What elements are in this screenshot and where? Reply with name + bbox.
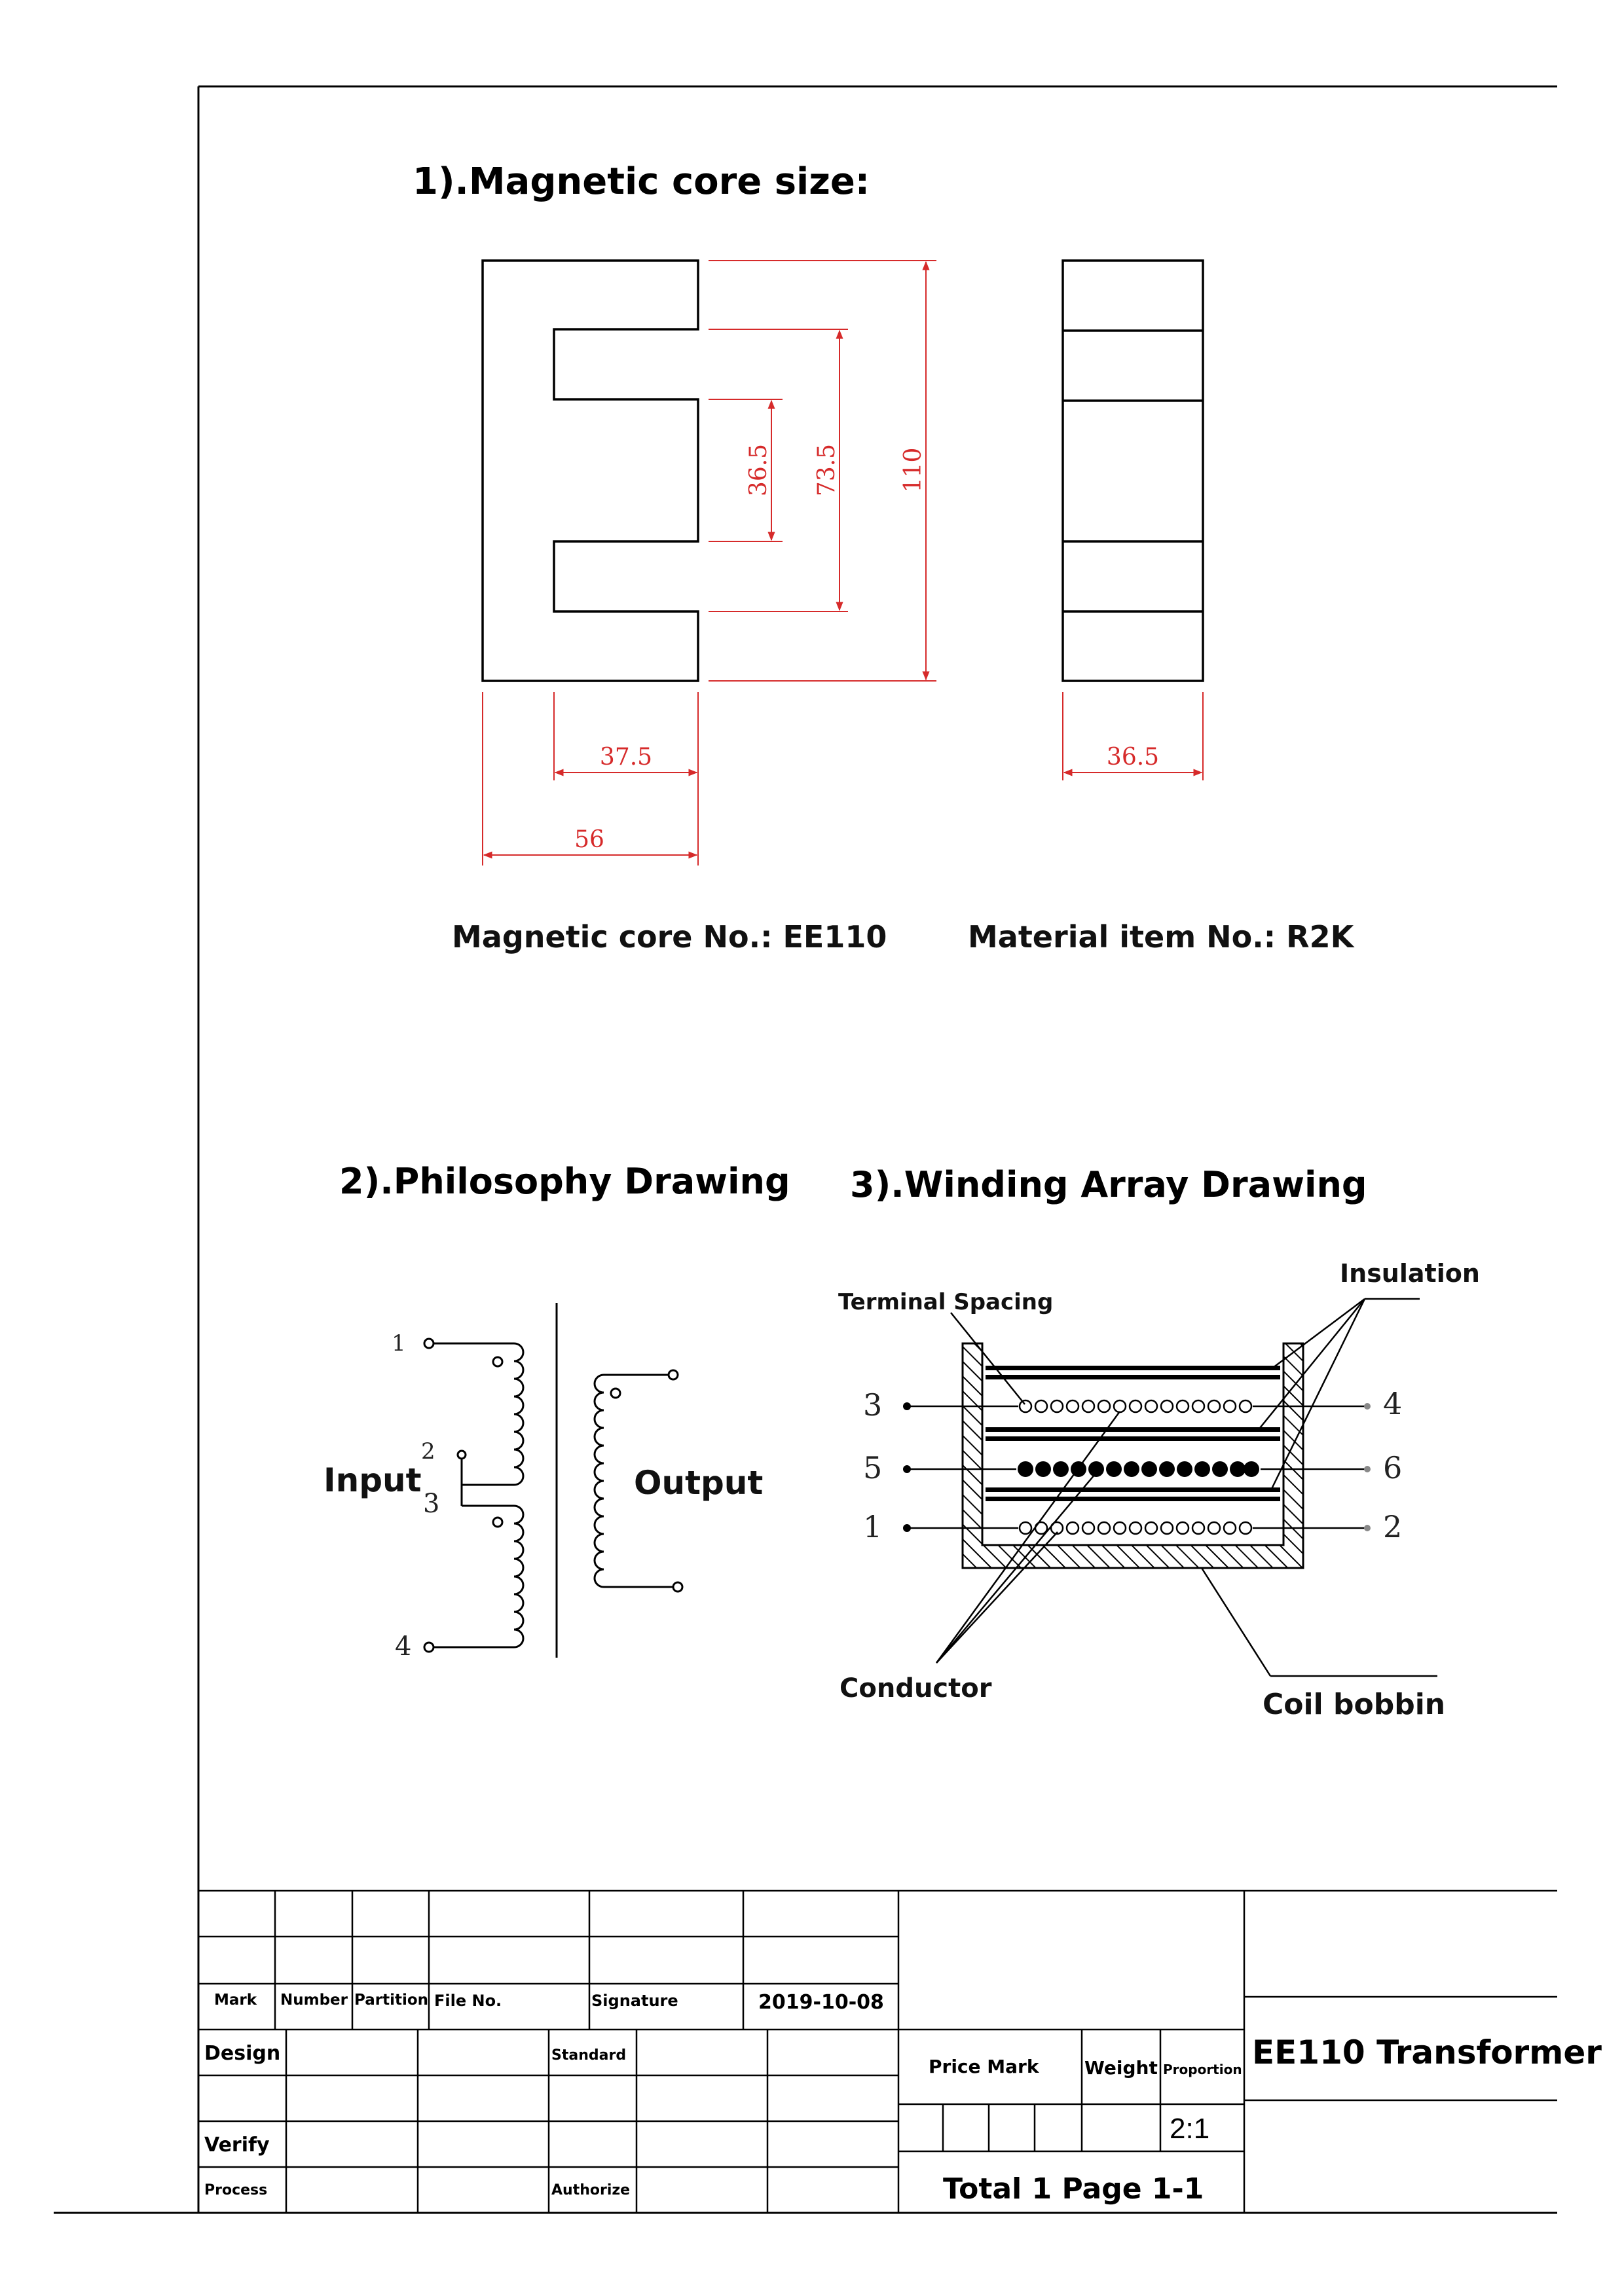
tb-number: Number bbox=[280, 1992, 348, 2009]
tb-proportion: Proportion bbox=[1163, 2062, 1242, 2077]
winding-pin-1: 1 bbox=[863, 1509, 883, 1544]
winding-pin-6: 6 bbox=[1383, 1450, 1403, 1485]
input-label: Input bbox=[323, 1461, 422, 1499]
section3-title: 3).Winding Array Drawing bbox=[850, 1164, 1367, 1205]
winding-pin-3: 3 bbox=[863, 1387, 883, 1423]
insulation-label: Insulation bbox=[1340, 1259, 1480, 1288]
output-label: Output bbox=[634, 1464, 764, 1502]
tb-authorize: Authorize bbox=[551, 2182, 631, 2198]
tb-partition: Partition bbox=[354, 1992, 429, 2009]
dim-window-height: 73.5 bbox=[813, 443, 840, 497]
dim-center-leg: 36.5 bbox=[745, 443, 772, 497]
winding-array-diagram bbox=[903, 1299, 1437, 1676]
dim-total-width: 56 bbox=[574, 826, 604, 853]
pin-label-2: 2 bbox=[421, 1438, 435, 1465]
coil-bobbin-label: Coil bobbin bbox=[1263, 1688, 1446, 1721]
dim-total-height: 110 bbox=[900, 447, 927, 493]
dim-window-depth: 37.5 bbox=[599, 744, 653, 771]
tb-weight: Weight bbox=[1084, 2057, 1158, 2079]
tb-scale: 2:1 bbox=[1170, 2113, 1210, 2145]
tb-signature: Signature bbox=[591, 1992, 678, 2010]
section1-title: 1).Magnetic core size: bbox=[413, 160, 870, 203]
tb-date: 2019-10-08 bbox=[758, 1991, 884, 2014]
dim-core-thickness: 36.5 bbox=[1106, 744, 1160, 771]
core-number-label: Magnetic core No.: EE110 bbox=[452, 919, 887, 955]
e-core-front-view bbox=[483, 261, 698, 681]
pin-label-3: 3 bbox=[423, 1489, 440, 1519]
winding-pin-4: 4 bbox=[1383, 1386, 1403, 1421]
section2-title: 2).Philosophy Drawing bbox=[339, 1161, 790, 1202]
pin-label-1: 1 bbox=[392, 1330, 406, 1357]
terminal-spacing-label: Terminal Spacing bbox=[838, 1289, 1054, 1315]
tb-design: Design bbox=[204, 2042, 281, 2065]
winding-pin-5: 5 bbox=[863, 1450, 883, 1485]
tb-verify: Verify bbox=[204, 2134, 270, 2157]
tb-mark: Mark bbox=[214, 1992, 257, 2009]
winding-pin-2: 2 bbox=[1383, 1509, 1403, 1544]
tb-file-no: File No. bbox=[434, 1992, 502, 2010]
tb-standard: Standard bbox=[551, 2047, 627, 2064]
tb-price-mark: Price Mark bbox=[929, 2056, 1039, 2077]
dimension-lines bbox=[483, 261, 1203, 866]
tb-total-pages: Total 1 Page 1-1 bbox=[943, 2172, 1204, 2206]
material-number-label: Material item No.: R2K bbox=[968, 919, 1354, 955]
e-core-side-view bbox=[1063, 261, 1203, 681]
conductor-label: Conductor bbox=[840, 1673, 992, 1704]
sheet-frame bbox=[54, 86, 1557, 2213]
tb-drawing-title: EE110 Transformer bbox=[1252, 2033, 1602, 2071]
pin-label-4: 4 bbox=[395, 1631, 412, 1662]
tb-process: Process bbox=[204, 2182, 268, 2198]
